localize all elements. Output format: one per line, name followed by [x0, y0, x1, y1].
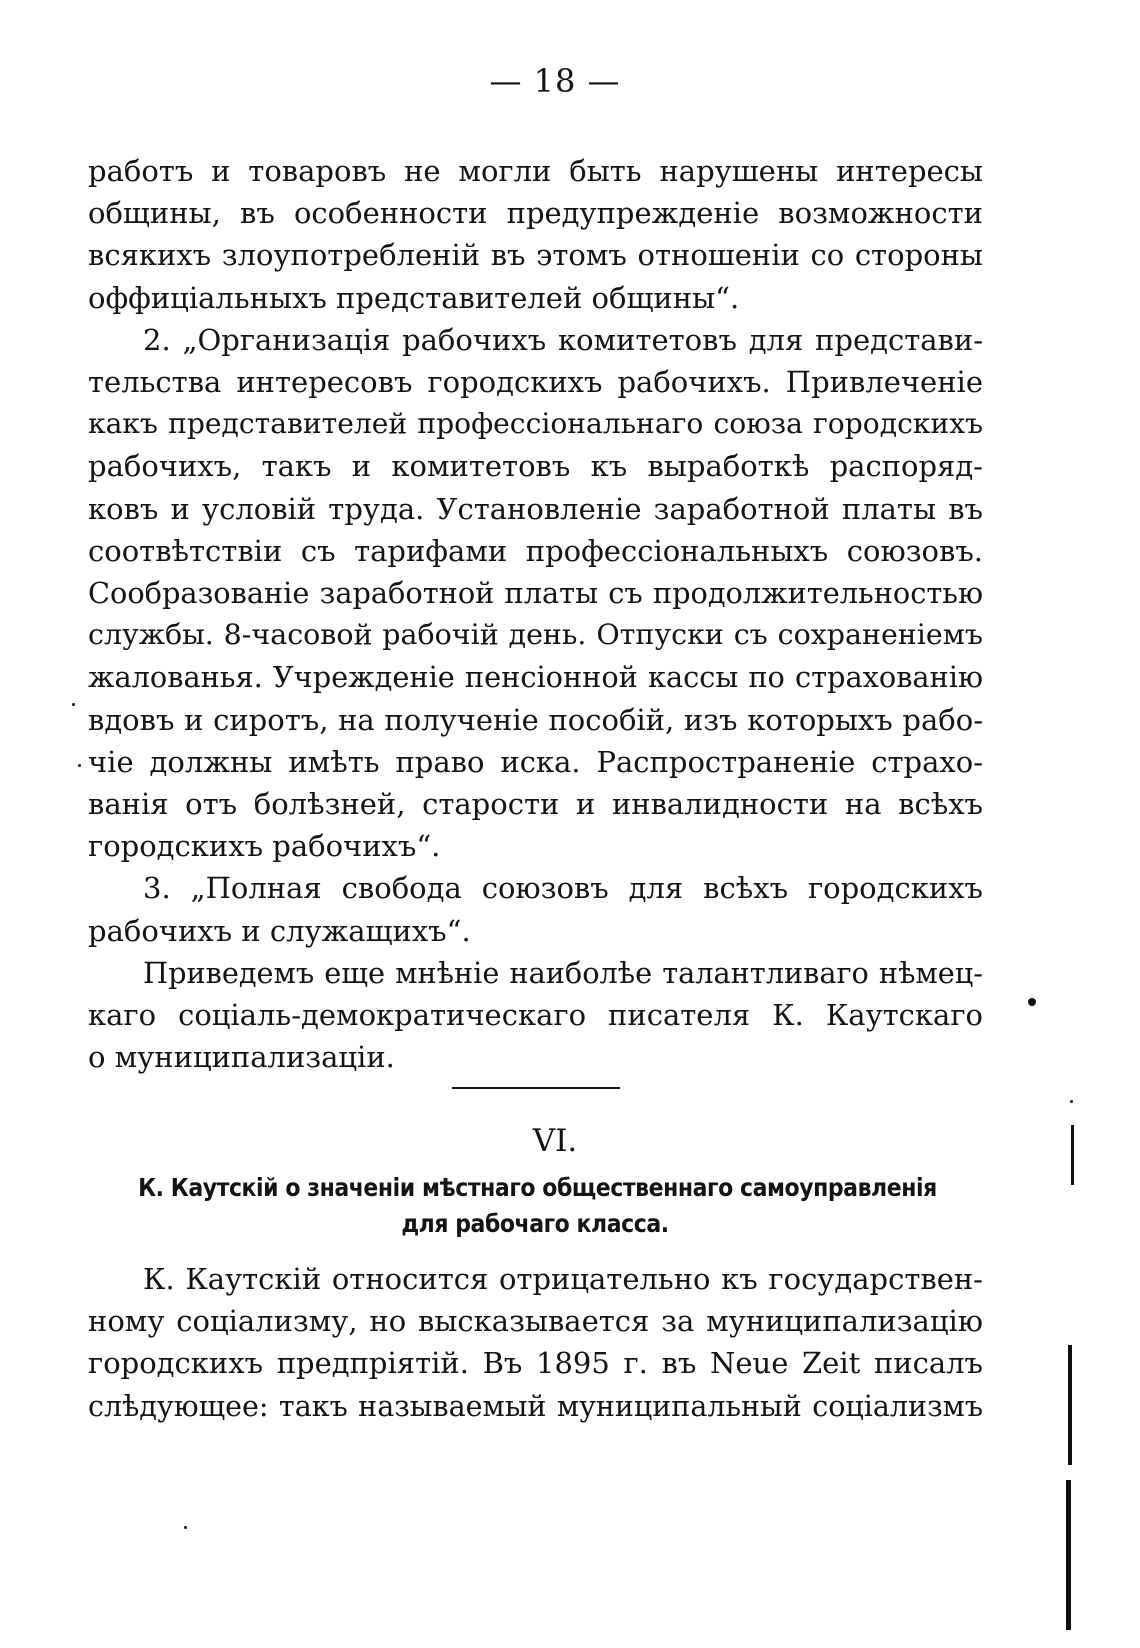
- text-line: ному соціализму, но высказывается за муниципализацію: [88, 1304, 983, 1339]
- text-line: жалованья. Учрежденіе пенсіонной кассы по страхованію: [88, 660, 983, 695]
- text-line: каго соціаль-демократическаго писателя К. Каутскаго: [88, 998, 983, 1033]
- scan-speck: [1070, 1100, 1073, 1103]
- text-line: вдовъ и сиротъ, на полученіе пособій, изъ которыхъ рабо-: [88, 702, 983, 737]
- text-line: слѣдующее: такъ называемый муниципальный соціализмъ: [88, 1388, 983, 1423]
- section-divider: [452, 1087, 620, 1089]
- text-line: тельства интересовъ городскихъ рабочихъ. Привлеченіе: [88, 365, 983, 400]
- text-line: Сообразованіе заработной платы съ продолжительностью: [88, 576, 983, 611]
- text-line: ковъ и условій труда. Установленіе заработной платы въ: [88, 491, 983, 526]
- text-line: ванія отъ болѣзней, старости и инвалидности на всѣхъ: [88, 787, 983, 822]
- text-line: оффиціальныхъ представителей общины“.: [88, 280, 740, 315]
- text-line: Приведемъ еще мнѣніе наиболѣе талантливаго нѣмец-: [143, 955, 983, 990]
- text-line: 3. „Полная свобода союзовъ для всѣхъ городскихъ: [143, 871, 983, 906]
- scan-speck: [184, 1526, 187, 1529]
- text-line: К. Каутскій относится отрицательно къ государствен-: [143, 1262, 983, 1296]
- section-heading-line: К. Каутскій о значеніи мѣстнаго общественнаго самоуправленія: [138, 1173, 937, 1202]
- scan-speck: [78, 764, 81, 767]
- text-line: городскихъ рабочихъ“.: [88, 829, 441, 864]
- text-line: городскихъ предпріятій. Въ 1895 г. въ Neue Zeit писалъ: [88, 1346, 983, 1381]
- body-text-block-1: [88, 150, 983, 1078]
- text-line: чіе должны имѣть право иска. Распространеніе страхо-: [88, 744, 983, 779]
- scan-edge-mark: [1066, 1480, 1071, 1630]
- text-line: службы. 8-часовой рабочій день. Отпуски съ сохраненіемъ: [88, 618, 983, 652]
- text-line: 2. „Организація рабочихъ комитетовъ для представи-: [143, 322, 983, 357]
- text-line: работъ и товаровъ не могли быть нарушены интересы: [88, 154, 983, 188]
- text-line: рабочихъ, такъ и комитетовъ къ выработкѣ распоряд-: [88, 449, 983, 484]
- text-line: рабочихъ и служащихъ“.: [88, 913, 471, 948]
- scan-speck: [1028, 998, 1036, 1006]
- scan-speck: [72, 703, 75, 706]
- text-line: о муниципализаціи.: [88, 1040, 395, 1075]
- section-heading: [138, 1170, 937, 1242]
- body-text-block-2: [88, 1258, 983, 1427]
- scan-edge-mark: [1071, 1125, 1074, 1185]
- section-heading-line: для рабочаго класса.: [401, 1209, 669, 1238]
- text-line: общины, въ особенности предупрежденіе возможности: [88, 196, 983, 231]
- text-line: всякихъ злоупотребленій въ этомъ отношеніи со стороны: [88, 238, 983, 273]
- page-number: — 18 —: [489, 62, 621, 100]
- scan-edge-mark: [1068, 1345, 1072, 1465]
- section-number: VI.: [532, 1123, 578, 1159]
- text-line: какъ представителей профессіональнаго союза городскихъ: [88, 407, 983, 441]
- text-line: соотвѣтствіи съ тарифами профессіональныхъ союзовъ.: [88, 533, 983, 568]
